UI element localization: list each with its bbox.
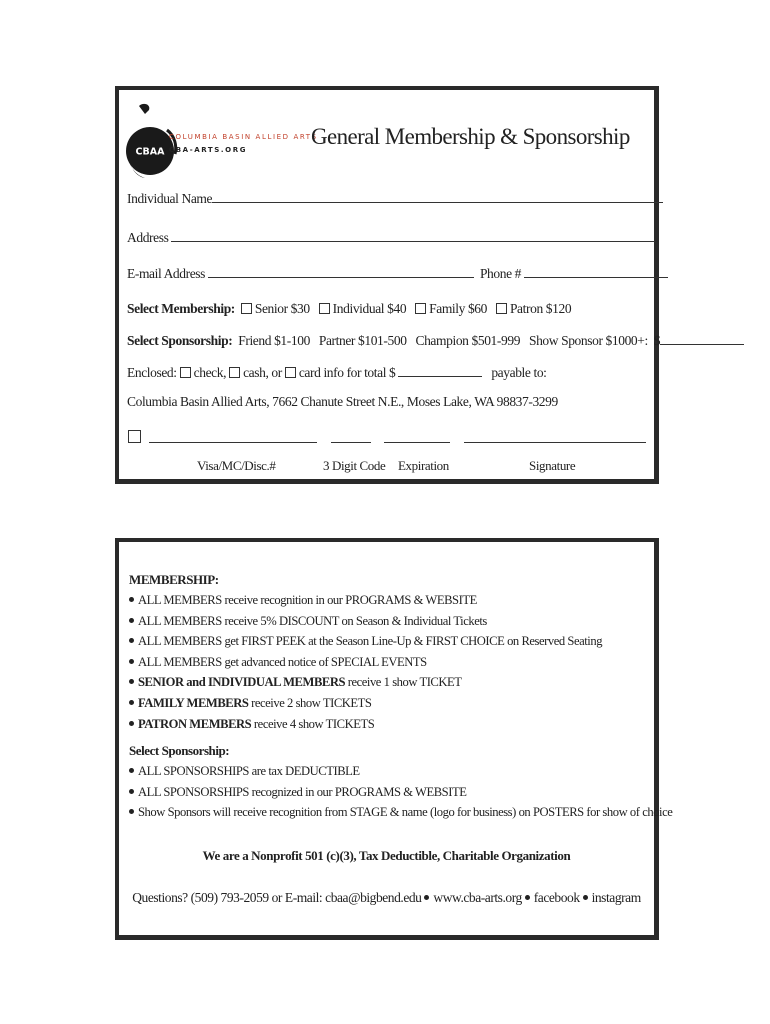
list-item: Show Sponsors will receive recognition from STAGE & name (logo for business) on POSTERS for show of choice	[129, 805, 672, 826]
individual-name-field[interactable]	[212, 191, 663, 203]
bullet-icon	[129, 679, 134, 684]
patron-checkbox[interactable]	[496, 303, 507, 314]
list-item: ALL MEMBERS get FIRST PEEK at the Season Line-Up & FIRST CHOICE on Reserved Seating	[129, 634, 602, 655]
membership-row	[127, 301, 571, 317]
list-item: ALL MEMBERS get advanced notice of SPECIAL EVENTS	[129, 655, 602, 676]
form-title: General Membership & Sponsorship	[311, 124, 630, 149]
individual-name-row	[127, 191, 663, 207]
bullet-icon	[129, 638, 134, 643]
membership-benefits	[129, 572, 602, 737]
membership-form-card	[115, 86, 659, 484]
bullet-icon	[129, 618, 134, 623]
bullet-icon	[129, 768, 134, 773]
bullet-icon	[129, 597, 134, 602]
email-phone-row	[127, 266, 668, 282]
website-link[interactable]: www.cba-arts.org	[433, 890, 522, 905]
membership-option-patron: Patron $120	[509, 301, 572, 316]
individual-checkbox[interactable]	[319, 303, 330, 314]
membership-label: Select Membership:	[127, 301, 235, 316]
family-checkbox[interactable]	[415, 303, 426, 314]
enclosed-label: Enclosed:	[127, 365, 177, 380]
security-code-label: 3 Digit Code	[323, 458, 386, 473]
bullet-icon	[129, 789, 134, 794]
address-field[interactable]	[171, 230, 655, 242]
card-checkbox[interactable]	[285, 367, 296, 378]
list-item: ALL SPONSORSHIPS are tax DEDUCTIBLE	[129, 764, 672, 785]
bullet-icon	[129, 659, 134, 664]
signature-label: Signature	[529, 458, 576, 473]
expiration-field[interactable]	[384, 431, 450, 443]
card-number-label: Visa/MC/Disc.#	[197, 458, 276, 473]
contact-line	[119, 890, 654, 906]
address-label: Address	[127, 230, 169, 245]
logo-mark-text: CBAA	[135, 146, 165, 158]
logo-url: CBA-ARTS.ORG	[169, 146, 248, 154]
enclosed-card-label: card info for total $	[298, 365, 396, 380]
contact-questions: Questions? (509) 793-2059 or E-mail: cbaa@bigbend.edu	[132, 890, 422, 905]
list-item: SENIOR and INDIVIDUAL MEMBERS receive 1 show TICKET	[129, 675, 602, 696]
instagram-link[interactable]: instagram	[591, 890, 641, 905]
benefits-card	[115, 538, 673, 940]
total-amount-field[interactable]	[398, 365, 482, 377]
expiration-label: Expiration	[398, 458, 449, 473]
enclosed-check-label: check,	[193, 365, 227, 380]
list-item: ALL MEMBERS receive recognition in our PROGRAMS & WEBSITE	[129, 593, 602, 614]
bullet-icon	[525, 895, 530, 900]
senior-checkbox[interactable]	[241, 303, 252, 314]
list-item: ALL MEMBERS receive 5% DISCOUNT on Season & Individual Tickets	[129, 614, 602, 635]
enclosed-row	[127, 365, 547, 381]
membership-heading: MEMBERSHIP:	[129, 572, 219, 587]
bullet-icon	[424, 895, 429, 900]
phone-label: Phone #	[479, 266, 522, 281]
phone-field[interactable]	[524, 266, 668, 278]
payable-to-label: payable to:	[491, 365, 547, 380]
enclosed-cash-label: cash, or	[243, 365, 282, 380]
cbaa-logo-mark	[125, 102, 181, 186]
membership-option-senior: Senior $30	[254, 301, 310, 316]
signature-field[interactable]	[464, 431, 646, 443]
card-number-field[interactable]	[149, 431, 317, 443]
email-field[interactable]	[208, 266, 474, 278]
check-checkbox[interactable]	[180, 367, 191, 378]
email-label: E-mail Address	[127, 266, 206, 281]
security-code-field[interactable]	[331, 431, 371, 443]
logo-org-name: COLUMBIA BASIN ALLIED ARTS	[169, 133, 318, 141]
sponsorship-heading: Select Sponsorship:	[129, 743, 230, 758]
list-item: FAMILY MEMBERS receive 2 show TICKETS	[129, 696, 602, 717]
sponsorship-label: Select Sponsorship:	[127, 333, 233, 348]
facebook-link[interactable]: facebook	[533, 890, 580, 905]
sponsorship-benefits	[129, 743, 672, 826]
bullet-icon	[129, 700, 134, 705]
nonprofit-statement: We are a Nonprofit 501 (c)(3), Tax Deductible, Charitable Organization	[202, 848, 571, 863]
card-info-checkbox[interactable]	[128, 430, 141, 443]
list-item: PATRON MEMBERS receive 4 show TICKETS	[129, 717, 602, 738]
sponsorship-options: Friend $1-100 Partner $101-500 Champion $501-999 Show Sponsor $1000+: $	[238, 333, 661, 348]
bullet-icon	[129, 809, 134, 814]
membership-option-individual: Individual $40	[332, 301, 407, 316]
list-item: ALL SPONSORSHIPS recognized in our PROGRAMS & WEBSITE	[129, 785, 672, 806]
cash-checkbox[interactable]	[229, 367, 240, 378]
bullet-icon	[129, 721, 134, 726]
mailing-address: Columbia Basin Allied Arts, 7662 Chanute Street N.E., Moses Lake, WA 98837-3299	[127, 394, 558, 409]
individual-name-label: Individual Name	[127, 191, 213, 206]
sponsorship-row	[127, 333, 744, 349]
bullet-icon	[583, 895, 588, 900]
sponsor-amount-field[interactable]	[660, 333, 744, 345]
address-row	[127, 230, 655, 246]
membership-option-family: Family $60	[429, 301, 488, 316]
